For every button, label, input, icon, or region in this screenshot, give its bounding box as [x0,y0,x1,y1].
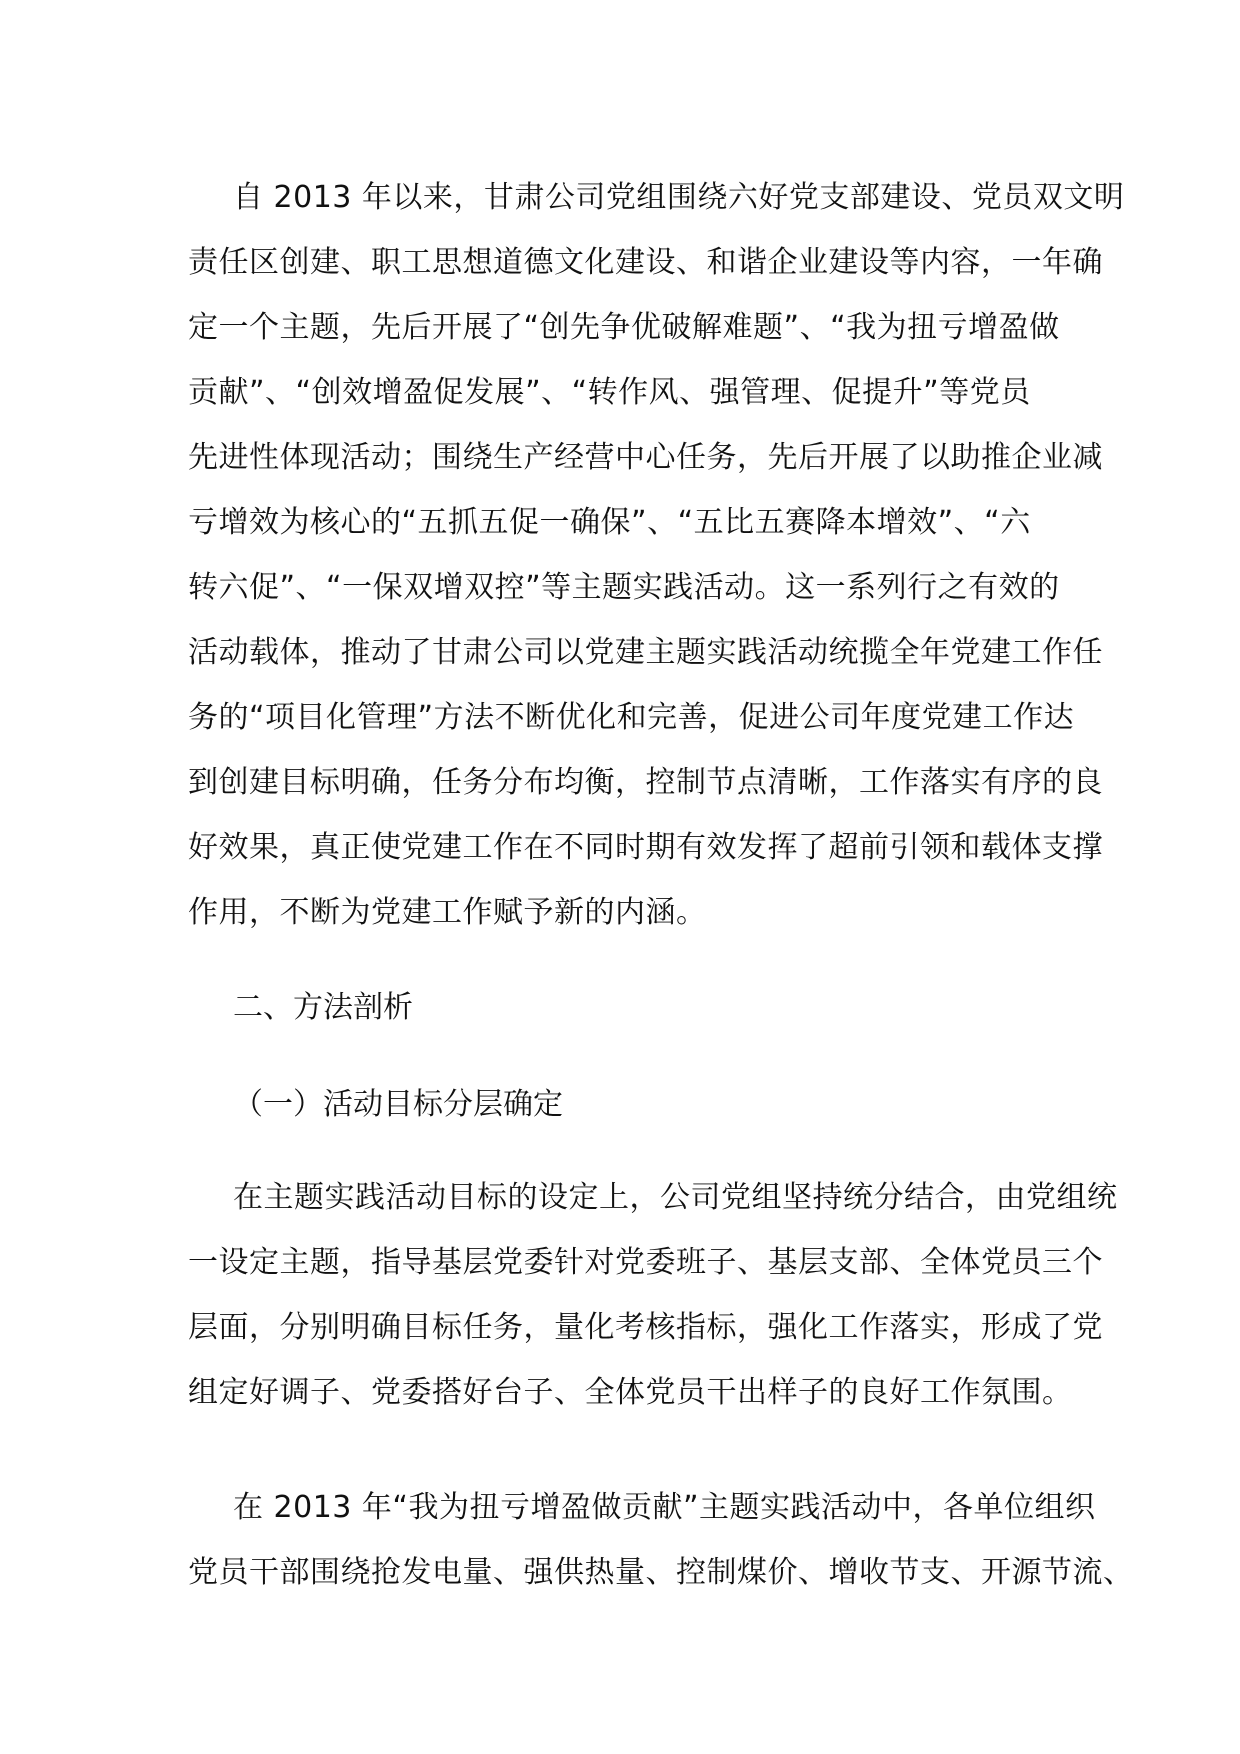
paragraph-line: 作用，不断为党建工作赋予新的内涵。 [188,895,707,930]
paragraph-background [188,165,1125,945]
paragraph-line: 亏增效为核心的“五抓五促一确保”、“五比五赛降本增效”、“六 [188,505,1031,540]
subsection-heading-activity-goals: （一）活动目标分层确定 [233,1087,563,1122]
paragraph-line: 活动载体，推动了甘肃公司以党建主题实践活动统揽全年党建工作任 [188,635,1103,670]
paragraph-goal-setting [188,1165,1118,1425]
paragraph-2013-activity [188,1475,1134,1605]
paragraph-line: 组定好调子、党委搭好台子、全体党员干出样子的良好工作氛围。 [188,1375,1073,1410]
paragraph-line: 务的“项目化管理”方法不断优化和完善，促进公司年度党建工作达 [188,700,1075,735]
paragraph-line: 层面，分别明确目标任务，量化考核指标，强化工作落实，形成了党 [188,1310,1103,1345]
paragraph-line: 到创建目标明确，任务分布均衡，控制节点清晰，工作落实有序的良 [188,765,1103,800]
paragraph-line: 责任区创建、职工思想道德文化建设、和谐企业建设等内容，一年确 [188,245,1103,280]
paragraph-line: 一设定主题，指导基层党委针对党委班子、基层支部、全体党员三个 [188,1245,1103,1280]
paragraph-line: 自 2013 年以来，甘肃公司党组围绕六好党支部建设、党员双文明 [233,180,1125,215]
paragraph-line: 在主题实践活动目标的设定上，公司党组坚持统分结合，由党组统 [233,1180,1118,1215]
paragraph-line: 先进性体现活动；围绕生产经营中心任务，先后开展了以助推企业减 [188,440,1103,475]
paragraph-line: 贡献”、“创效增盈促发展”、“转作风、强管理、促提升”等党员 [188,375,1031,410]
paragraph-line: 转六促”、“一保双增双控”等主题实践活动。这一系列行之有效的 [188,570,1060,605]
paragraph-line: 党员干部围绕抢发电量、强供热量、控制煤价、增收节支、开源节流、 [188,1555,1134,1590]
paragraph-line: 在 2013 年“我为扭亏增盈做贡献”主题实践活动中，各单位组织 [233,1490,1096,1525]
paragraph-line: 好效果，真正使党建工作在不同时期有效发挥了超前引领和载体支撑 [188,830,1103,865]
section-heading-method-analysis: 二、方法剖析 [233,990,413,1025]
paragraph-line: 定一个主题，先后开展了“创先争优破解难题”、“我为扭亏增盈做 [188,310,1060,345]
